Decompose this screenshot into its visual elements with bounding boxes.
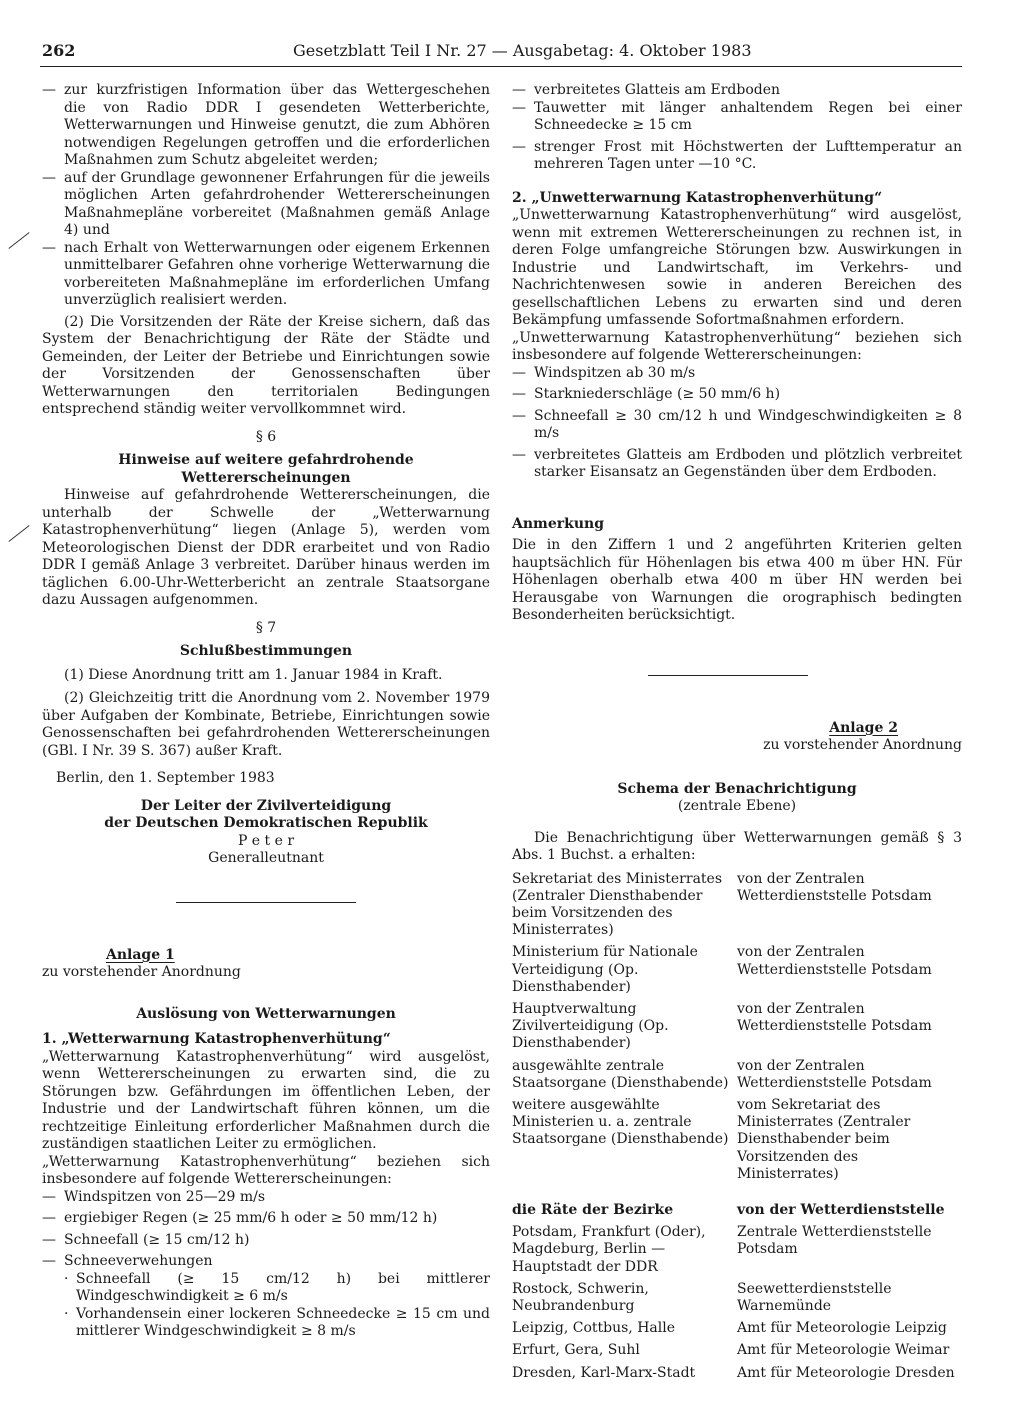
sender-cell: von der Zentralen Wetterdienststelle Potsdam	[737, 1000, 932, 1035]
table-row	[512, 1224, 962, 1281]
sender-cell: von der Zentralen Wetterdienststelle Potsdam	[737, 1057, 932, 1091]
list-item: — verbreitetes Glatteis am Erdboden und plötzlich verbreitet starker Eisansatz an Gegenständen über dem Erdboden.	[512, 446, 962, 480]
page-number: 262	[42, 41, 76, 60]
sender-cell: vom Sekretariat des Ministerrates (Zentraler Diensthabender beim Vorsitzenden des Ministerrates)	[737, 1096, 911, 1182]
section-7-title: Schlußbestimmungen	[179, 643, 353, 659]
header-rule	[40, 66, 962, 67]
paragraph-2: (2) Die Vorsitzenden der Räte der Kreise sichern, daß das System der Benachrichtigung der Räte der Städte und Gemeinden, der Leiter der Betriebe und Einrichtungen sowie der Vorsitzenden der Genossenschaften über Wetterwarnungen den territorialen Bedingungen entsprechend ständig weiter vervollkommnet wird.	[42, 313, 490, 417]
recipient-cell: ausgewählte zentrale Staatsorgane (Diensthabende)	[512, 1057, 729, 1091]
office-cell: Amt für Meteorologie Leipzig	[737, 1320, 947, 1337]
anlage-2-subtitle: zu vorstehender Anordnung	[763, 737, 962, 753]
column-header: die Räte der Bezirke	[512, 1201, 674, 1218]
table-row	[512, 871, 962, 945]
recipient-cell: Sekretariat des Ministerrates (Zentraler Diensthabender beim Vorsitzenden des Ministerrates)	[512, 870, 723, 939]
table-row	[512, 1097, 962, 1188]
list-item: — auf der Grundlage gewonnener Erfahrungen für die jeweils möglichen Arten gefahrdrohender Wettererscheinungen Maßnahmepläne vorbereitet (Maßnahmen gemäß Anlage 4) und	[42, 169, 490, 238]
recipient-cell: Ministerium für Nationale Verteidigung (Op. Diensthabender)	[512, 944, 698, 995]
anlage-1-subtitle: zu vorstehender Anordnung	[42, 964, 241, 980]
right-column	[512, 82, 962, 1387]
sender-cell: von der Zentralen Wetterdienststelle Potsdam	[737, 870, 932, 904]
table-row	[512, 944, 962, 1001]
table-row	[512, 1058, 962, 1097]
district-table	[512, 1202, 962, 1387]
signature-block	[42, 798, 490, 868]
signature-rank: Generalleutnant	[208, 850, 324, 866]
list-item: — Schneeverwehungen	[42, 1253, 213, 1269]
list-item: — Tauwetter mit länger anhaltendem Regen bei einer Schneedecke ≥ 15 cm	[512, 99, 962, 133]
office-cell: Amt für Meteorologie Dresden	[737, 1364, 955, 1381]
list-item: — Windspitzen von 25—29 m/s	[42, 1188, 266, 1205]
item-2-text: „Unwetterwarnung Katastrophenverhütung“ wird ausgelöst, wenn mit extremen Wettererscheinungen zu rechnen ist, in deren Folge umfangreiche Störungen bzw. Auswirkungen in Industrie und Landwirtschaft, im Verkehrs- und Nachrichtenwesen sowie in anderen Bereichen des gesellschaftlichen Lebens zu erwarten sind und deren Bekämpfung umfassende Sofortmaßnahmen erfordern.	[512, 207, 962, 328]
table-row	[512, 1001, 962, 1058]
sender-cell: von der Zentralen Wetterdienststelle Potsdam	[737, 944, 932, 978]
district-cell: Leipzig, Cottbus, Halle	[512, 1320, 675, 1337]
anlage-2-intro: Die Benachrichtigung über Wetterwarnungen gemäß § 3 Abs. 1 Buchst. a erhalten:	[512, 829, 962, 863]
remark-title: Anmerkung	[512, 515, 604, 532]
anlage-1-item-1-text-2: „Wetterwarnung Katastrophenverhütung“ beziehen sich insbesondere auf folgende Wettererscheinungen:	[42, 1153, 490, 1187]
list-item: — Windspitzen ab 30 m/s	[512, 364, 696, 381]
district-cell: Potsdam, Frankfurt (Oder), Magdeburg, Berlin — Hauptstadt der DDR	[512, 1224, 706, 1275]
running-header: Gesetzblatt Teil I Nr. 27 — Ausgabetag: 4. Oktober 1983	[293, 41, 752, 60]
table-row	[512, 1342, 962, 1364]
sub-list-item: · Schneefall (≥ 15 cm/12 h) bei mittlerer Windgeschwindigkeit ≥ 6 m/s	[64, 1270, 490, 1304]
section-6-text: Hinweise auf gefahrdrohende Wettererscheinungen, die unterhalb der Schwelle der „Wetterwarnung Katastrophenverhütung“ liegen (Anlage 5), werden vom Meteorologischen Dienst der DDR erarbeitet und von Radio DDR I gemäß Anlage 3 verbreitet. Darüber hinaus werden im täglichen 6.00-Uhr-Wetterbericht an zentrale Staatsorgane dazu Aussagen aufgenommen.	[42, 487, 490, 608]
recipient-cell: weitere ausgewählte Ministerien u. a. zentrale Staatsorgane (Diensthabende)	[512, 1096, 729, 1148]
section-6-title: Hinweise auf weitere gefahrdrohende Wettererscheinungen	[118, 452, 414, 486]
table-row	[512, 1365, 962, 1387]
list-item: — Schneefall (≥ 15 cm/12 h)	[42, 1231, 250, 1248]
anlage-2-heading: Schema der Benachrichtigung	[617, 780, 857, 797]
district-cell: Erfurt, Gera, Suhl	[512, 1342, 640, 1359]
column-header: von der Wetterdienststelle	[737, 1201, 945, 1218]
list-item: — zur kurzfristigen Information über das Wettergeschehen die von Radio DDR I gesendeten Wetterberichte, Wetterwarnungen und Hinweise genutzt, die zum Abhören notwendigen Regelungen getroffen und die erforderlichen Maßnahmen zum Schutz abgeleitet werden;	[42, 82, 490, 168]
signature-name: P e t e r	[237, 832, 295, 849]
item-2-heading: 2. „Unwetterwarnung Katastrophenverhütung“	[512, 189, 883, 206]
signature-line-1: Der Leiter der Zivilverteidigung	[140, 797, 392, 814]
date-line: Berlin, den 1. September 1983	[56, 770, 275, 786]
margin-mark	[8, 232, 29, 249]
office-cell: Amt für Meteorologie Weimar	[737, 1342, 950, 1359]
district-cell: Dresden, Karl-Marx-Stadt	[512, 1364, 696, 1381]
item-2-text-2: „Unwetterwarnung Katastrophenverhütung“ beziehen sich insbesondere auf folgende Wettererscheinungen:	[512, 329, 962, 363]
section-7-paragraph-2: (2) Gleichzeitig tritt die Anordnung vom 2. November 1979 über Aufgaben der Kombinate, Betriebe, Einrichtungen sowie Genossenschaften bei gefahrdrohenden Wettererscheinungen (GBl. I Nr. 39 S. 367) außer Kraft.	[42, 690, 490, 759]
sub-list-item: · Vorhandensein einer lockeren Schneedecke ≥ 15 cm und mittlerer Windgeschwindigkeit ≥ 8 m/s	[64, 1305, 490, 1339]
recipient-cell: Hauptverwaltung Zivilverteidigung (Op. Diensthabender)	[512, 1000, 669, 1052]
remark-text: Die in den Ziffern 1 und 2 angeführten Kriterien gelten hauptsächlich für Höhenlagen bis etwa 400 m über HN. Für Höhenlagen oberhalb etwa 400 m über HN werden bei Herausgabe von Warnungen die orographisch bedingten Besonderheiten berücksichtigt.	[512, 537, 962, 623]
table-row	[512, 1320, 962, 1342]
section-6-number: § 6	[255, 428, 277, 445]
list-item: — Starkniederschläge (≥ 50 mm/6 h)	[512, 386, 781, 402]
list-item: — Schneefall ≥ 30 cm/12 h und Windgeschwindigkeiten ≥ 8 m/s	[512, 407, 962, 441]
district-cell: Rostock, Schwerin, Neubrandenburg	[512, 1280, 649, 1314]
list-item: — ergiebiger Regen (≥ 25 mm/6 h oder ≥ 50 mm/12 h)	[42, 1210, 438, 1226]
left-column	[42, 82, 490, 1341]
notification-table	[512, 871, 962, 1188]
table-header-row	[512, 1202, 962, 1224]
margin-mark	[8, 525, 29, 542]
anlage-1-item-1-heading: 1. „Wetterwarnung Katastrophenverhütung“	[42, 1031, 391, 1047]
list-item: — strenger Frost mit Höchstwerten der Lufttemperatur an mehreren Tagen unter —10 °C.	[512, 138, 962, 172]
anlage-1-title: Anlage 1	[106, 946, 175, 963]
section-7-paragraph-1: (1) Diese Anordnung tritt am 1. Januar 1984 in Kraft.	[64, 666, 443, 683]
list-item: — verbreitetes Glatteis am Erdboden	[512, 82, 781, 98]
table-row	[512, 1281, 962, 1320]
anlage-1-heading: Auslösung von Wetterwarnungen	[136, 1005, 396, 1022]
office-cell: Zentrale Wetterdienststelle Potsdam	[737, 1224, 932, 1258]
anlage-2-title: Anlage 2	[829, 719, 898, 736]
anlage-2-subheading: (zentrale Ebene)	[677, 798, 797, 814]
section-7-number: § 7	[255, 619, 277, 636]
office-cell: Seewetterdienststelle Warnemünde	[737, 1280, 892, 1314]
signature-line-2: der Deutschen Demokratischen Republik	[104, 815, 428, 831]
anlage-1-item-1-text: „Wetterwarnung Katastrophenverhütung“ wird ausgelöst, wenn Wettererscheinungen zu erwarten sind, die zu Störungen bzw. Gefährdungen im öffentlichen Leben, der Industrie und der Landwirtschaft führen können, um die rechtzeitige Einleitung erforderlicher Maßnahmen durch die zuständigen staatlichen Leiter zu ermöglichen.	[42, 1048, 490, 1152]
list-item: — nach Erhalt von Wetterwarnungen oder eigenem Erkennen unmittelbarer Gefahren ohne vorherige Wetterwarnung die vorbereiteten Maßnahmepläne im erforderlichen Umfang unverzüglich realisiert werden.	[42, 239, 490, 308]
